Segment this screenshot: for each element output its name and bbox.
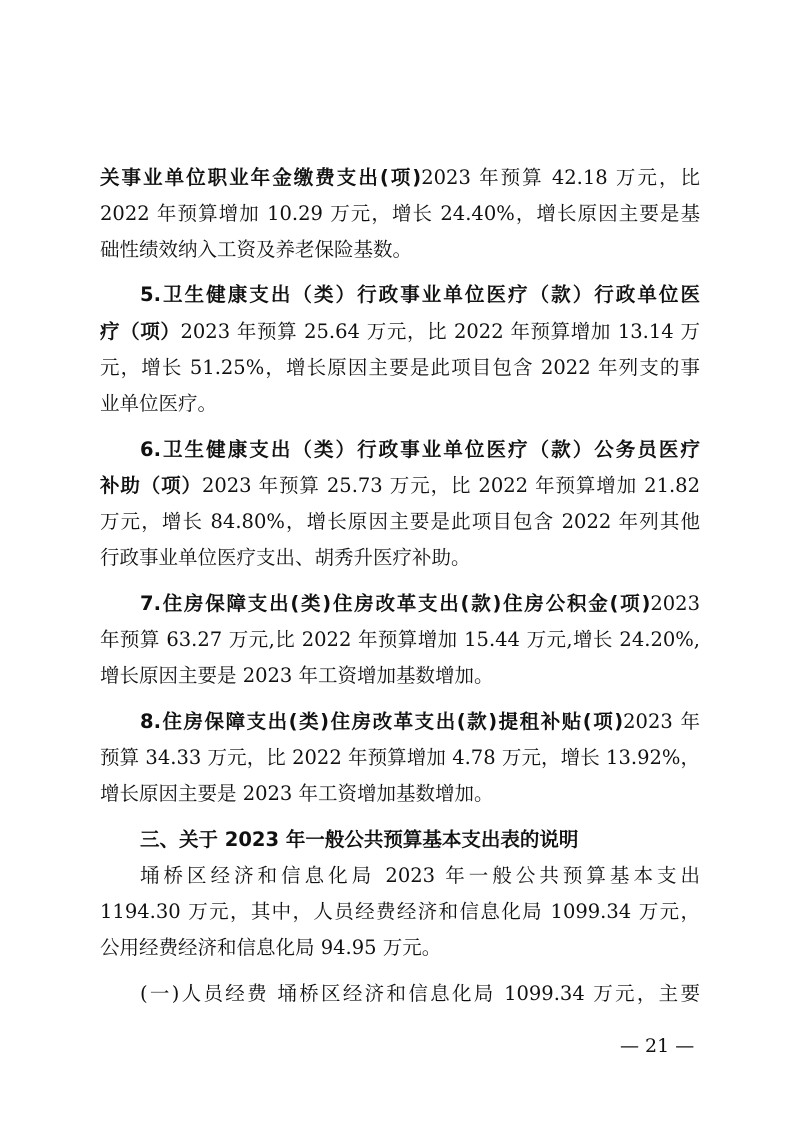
page-number: — 21 — — [620, 1035, 695, 1057]
body-text: 2022 年预算增加 10.29 万元，增长 24.40%，增长原因主要是基 — [100, 201, 700, 225]
body-text: 元，增长 51.25%，增长原因主要是此项目包含 2022 年列支的事 — [100, 355, 700, 379]
bold-heading-text: 补助（项） — [100, 473, 202, 497]
bold-heading-text: 疗（项） — [100, 319, 181, 343]
paragraph-line — [100, 745, 700, 773]
section-heading-line — [140, 827, 700, 855]
paragraph-line — [100, 319, 700, 347]
body-text: 万元，增长 84.80%，增长原因主要是此项目包含 2022 年列其他 — [100, 509, 700, 533]
body-text: 2023 年预算 25.64 万元，比 2022 年预算增加 13.14 万 — [180, 319, 700, 343]
paragraph-line — [100, 237, 700, 265]
paragraph-line — [100, 627, 700, 655]
body-text: 埇桥区经济和信息化局 2023 年一般公共预算基本支出 — [140, 863, 700, 887]
body-text: 2023 年预算 25.73 万元，比 2022 年预算增加 21.82 — [201, 473, 700, 497]
paragraph-line — [140, 709, 700, 737]
body-text: 行政事业单位医疗支出、胡秀升医疗补助。 — [100, 545, 471, 569]
paragraph-line — [100, 663, 700, 691]
body-text: 年预算 63.27 万元,比 2022 年预算增加 15.44 万元,增长 24.20%, — [100, 627, 700, 651]
body-text: 1194.30 万元，其中，人员经费经济和信息化局 1099.34 万元， — [100, 899, 700, 923]
paragraph-line — [100, 935, 700, 963]
body-text: (一)人员经费 埇桥区经济和信息化局 1099.34 万元，主要 — [140, 981, 700, 1005]
section-heading-line — [140, 282, 700, 310]
section-heading-text: 三、关于 2023 年一般公共预算基本支出表的说明 — [140, 827, 579, 851]
paragraph-line — [100, 781, 700, 809]
paragraph-line — [100, 201, 700, 229]
body-text: 业单位医疗。 — [100, 391, 218, 415]
body-text: 增长原因主要是 2023 年工资增加基数增加。 — [100, 781, 494, 805]
paragraph-line — [100, 899, 700, 927]
paragraph-line — [140, 591, 700, 619]
paragraph-line — [100, 545, 700, 573]
body-text: 2023 — [650, 591, 700, 615]
body-text: 2023 年预算 42.18 万元，比 — [421, 165, 700, 189]
body-text: 2023 年 — [623, 709, 700, 733]
body-text: 增长原因主要是 2023 年工资增加基数增加。 — [100, 663, 494, 687]
body-text: 公用经费经济和信息化局 94.95 万元。 — [100, 935, 442, 959]
paragraph-line — [140, 863, 700, 891]
bold-heading-text: 关事业单位职业年金缴费支出(项) — [100, 165, 422, 189]
bold-heading-text: 6.卫生健康支出（类）行政事业单位医疗（款）公务员医疗 — [140, 437, 700, 461]
bold-heading-text: 8.住房保障支出(类)住房改革支出(款)提租补贴(项) — [140, 709, 624, 733]
paragraph-line — [100, 391, 700, 419]
bold-heading-text: 5.卫生健康支出（类）行政事业单位医疗（款）行政单位医 — [140, 282, 700, 306]
paragraph-line — [140, 981, 700, 1009]
bold-heading-text: 7.住房保障支出(类)住房改革支出(款)住房公积金(项) — [140, 591, 651, 615]
paragraph-line — [100, 165, 700, 193]
body-text: 预算 34.33 万元，比 2022 年预算增加 4.78 万元，增长 13.92%， — [100, 745, 700, 769]
paragraph-line — [100, 473, 700, 501]
body-text: 础性绩效纳入工资及养老保险基数。 — [100, 237, 413, 261]
section-heading-line — [140, 437, 700, 465]
paragraph-line — [100, 355, 700, 383]
paragraph-line — [100, 509, 700, 537]
